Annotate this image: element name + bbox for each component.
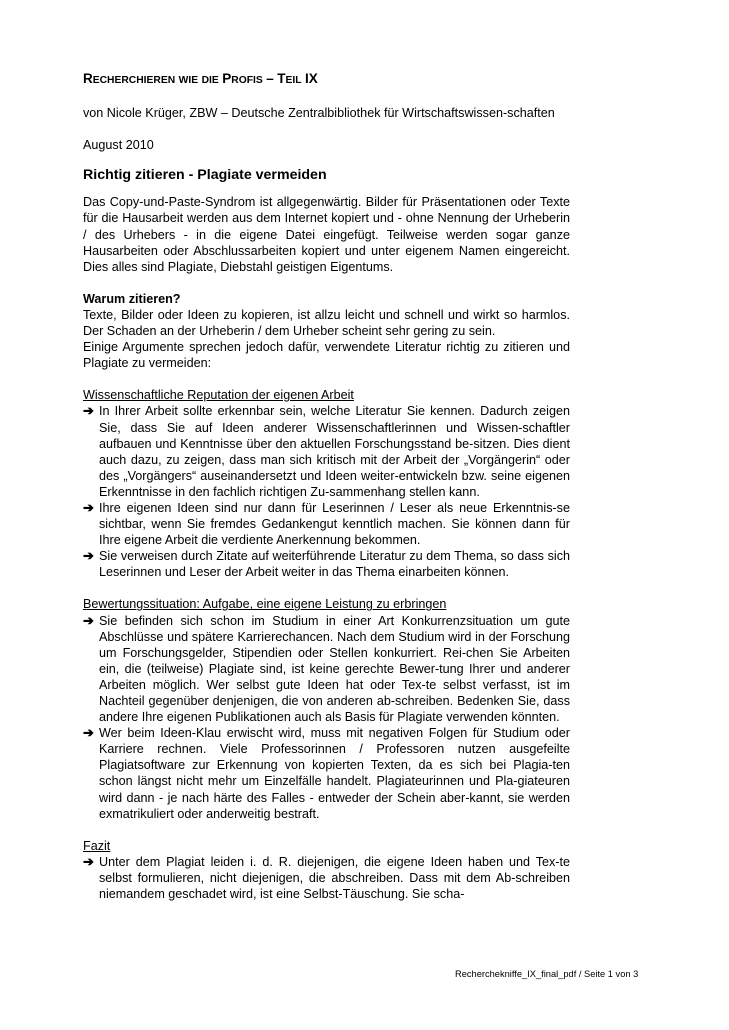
bullet-list-reputation: [83, 403, 570, 580]
list-item-text: In Ihrer Arbeit sollte erkennbar sein, welche Literatur Sie kennen. Dadurch zeigen Sie, dass Sie auf Ideen anderer Wissenschaftlerinnen und Wissen-schaftler aufbauen und Kenntnisse über den aktuellen Forschungsstand be-sitzen. Dies dient auch dazu, zu zeigen, dass man sich kritisch mit der Arbeit der „Vorgängerin“ oder des „Vorgängers“ auseinandersetzt und Ideen weiter-entwickeln bzw. seine eigenen Erkenntnisse in den fachlich richtigen Zu-sammenhang stellen kann.: [99, 404, 570, 499]
bullet-list-evaluation: [83, 613, 570, 822]
intro-paragraph: Das Copy-und-Paste-Syndrom ist allgegenwärtig. Bilder für Präsentationen oder Texte für die Hausarbeit werden aus dem Internet kopiert und - ohne Nennung der Urheberin / des Urhebers - in die eigene Datei eingefügt. Teilweise werden sogar ganze Hausarbeiten oder Abschlussarbeiten kopiert und unter eigenem Namen eingereicht. Dies alles sind Plagiate, Diebstahl geistigen Eigentums.: [83, 195, 570, 274]
title-numeral: IX: [305, 71, 318, 86]
list-item: [83, 854, 570, 902]
author-line: von Nicole Krüger, ZBW – Deutsche Zentralbibliothek für Wirtschaftswissen-schaften: [83, 106, 555, 121]
arrow-bullet-icon: ➔: [83, 403, 94, 419]
section-heading-conclusion: Fazit: [83, 838, 111, 853]
list-item-text: Ihre eigenen Ideen sind nur dann für Leserinnen / Leser als neue Erkenntnis-se sichtbar, wenn Sie fremdes Gedankengut kenntlich machen. Sie können dann für Ihre eigene Arbeit die verdiente Anerkennung bekommen.: [99, 500, 570, 548]
list-item: [83, 548, 570, 580]
list-item-text: Sie befinden sich schon im Studium in einer Art Konkurrenzsituation um gute Abschlüsse und spätere Karrierechancen. Nach dem Studium wird in der Forschung um Forschungsgelder, Stipendien oder Stellen konkurriert. Rei-chen Sie Arbeiten ein, die (teilweise) Plagiate sind, ist keine gerechte Bewer-tung Ihrer und anderer Arbeiten möglich. Wer selbst gute Ideen hat oder Tex-te selbst verfasst, ist im Nachteil gegenüber denjenigen, die von anderen ab-schreiben. Bedenken Sie, dass andere Ihre eigenen Publikationen auch als Basis für Plagiate verwenden könnten.: [99, 613, 570, 725]
title-word: EIL: [285, 75, 302, 86]
arrow-bullet-icon: ➔: [83, 612, 94, 628]
page-footer: Recherchekniffe_IX_final_pdf / Seite 1 von 3: [455, 969, 639, 979]
title-word: DIE: [201, 75, 219, 86]
list-item: [83, 500, 570, 548]
arrow-bullet-icon: ➔: [83, 548, 94, 564]
title-dash: –: [266, 71, 274, 86]
list-item: [83, 613, 570, 726]
why-paragraph-2: Einige Argumente sprechen jedoch dafür, verwendete Literatur richtig zu zitieren und Plagiate zu vermeiden:: [83, 340, 570, 371]
page-content: [83, 71, 570, 902]
series-title: [83, 71, 570, 89]
publication-date: August 2010: [83, 138, 154, 153]
title-word: WIE: [178, 75, 199, 86]
why-paragraph-1: Texte, Bilder oder Ideen zu kopieren, ist allzu leicht und schnell und wirkt so harmlos. Der Schaden an der Urheberin / dem Urheber scheint sehr gering zu sein.: [83, 307, 570, 339]
list-item-text: Sie verweisen durch Zitate auf weiterführende Literatur zu dem Thema, so dass sich Leserinnen und Leser der Arbeit weiter in das Thema einarbeiten können.: [99, 549, 570, 580]
arrow-bullet-icon: ➔: [83, 725, 94, 741]
list-item-text: Wer beim Ideen-Klau erwischt wird, muss mit negativen Folgen für Studium oder Karriere rechnen. Viele Professorinnen / Professoren nutzen ausgefeilte Plagiatsoftware zur Erkennung von kopierten Texten, da es sich bei Plagia-ten schon längst nicht mehr um Einzelfälle handelt. Plagiateurinnen und Pla-giateuren wird dann - je nach härte des Falles - entweder der Schein aber-kannt, sie werden exmatrikuliert oder anderweitig bestraft.: [99, 726, 570, 821]
bullet-list-conclusion: [83, 854, 570, 902]
title-word: ROFIS: [231, 75, 263, 86]
title-word: ECHERCHIEREN: [92, 75, 176, 86]
list-item: [83, 403, 570, 500]
list-item: [83, 725, 570, 822]
section-heading-reputation: Wissenschaftliche Reputation der eigenen Arbeit: [83, 388, 354, 403]
arrow-bullet-icon: ➔: [83, 499, 94, 515]
title-initial: R: [83, 71, 93, 86]
list-item-text: Unter dem Plagiat leiden i. d. R. diejenigen, die eigene Ideen haben und Tex-te selbst formulieren, nicht diejenigen, die abschreiben. Dass mit dem Ab-schreiben niemandem geschadet wird, ist eine Selbst-Täuschung. Sie scha-: [99, 854, 570, 902]
title-initial: P: [222, 71, 232, 86]
article-heading: Richtig zitieren - Plagiate vermeiden: [83, 167, 327, 184]
why-heading: Warum zitieren?: [83, 291, 181, 306]
title-initial: T: [277, 71, 286, 86]
arrow-bullet-icon: ➔: [83, 853, 94, 869]
section-heading-evaluation: Bewertungssituation: Aufgabe, eine eigene Leistung zu erbringen: [83, 597, 447, 612]
